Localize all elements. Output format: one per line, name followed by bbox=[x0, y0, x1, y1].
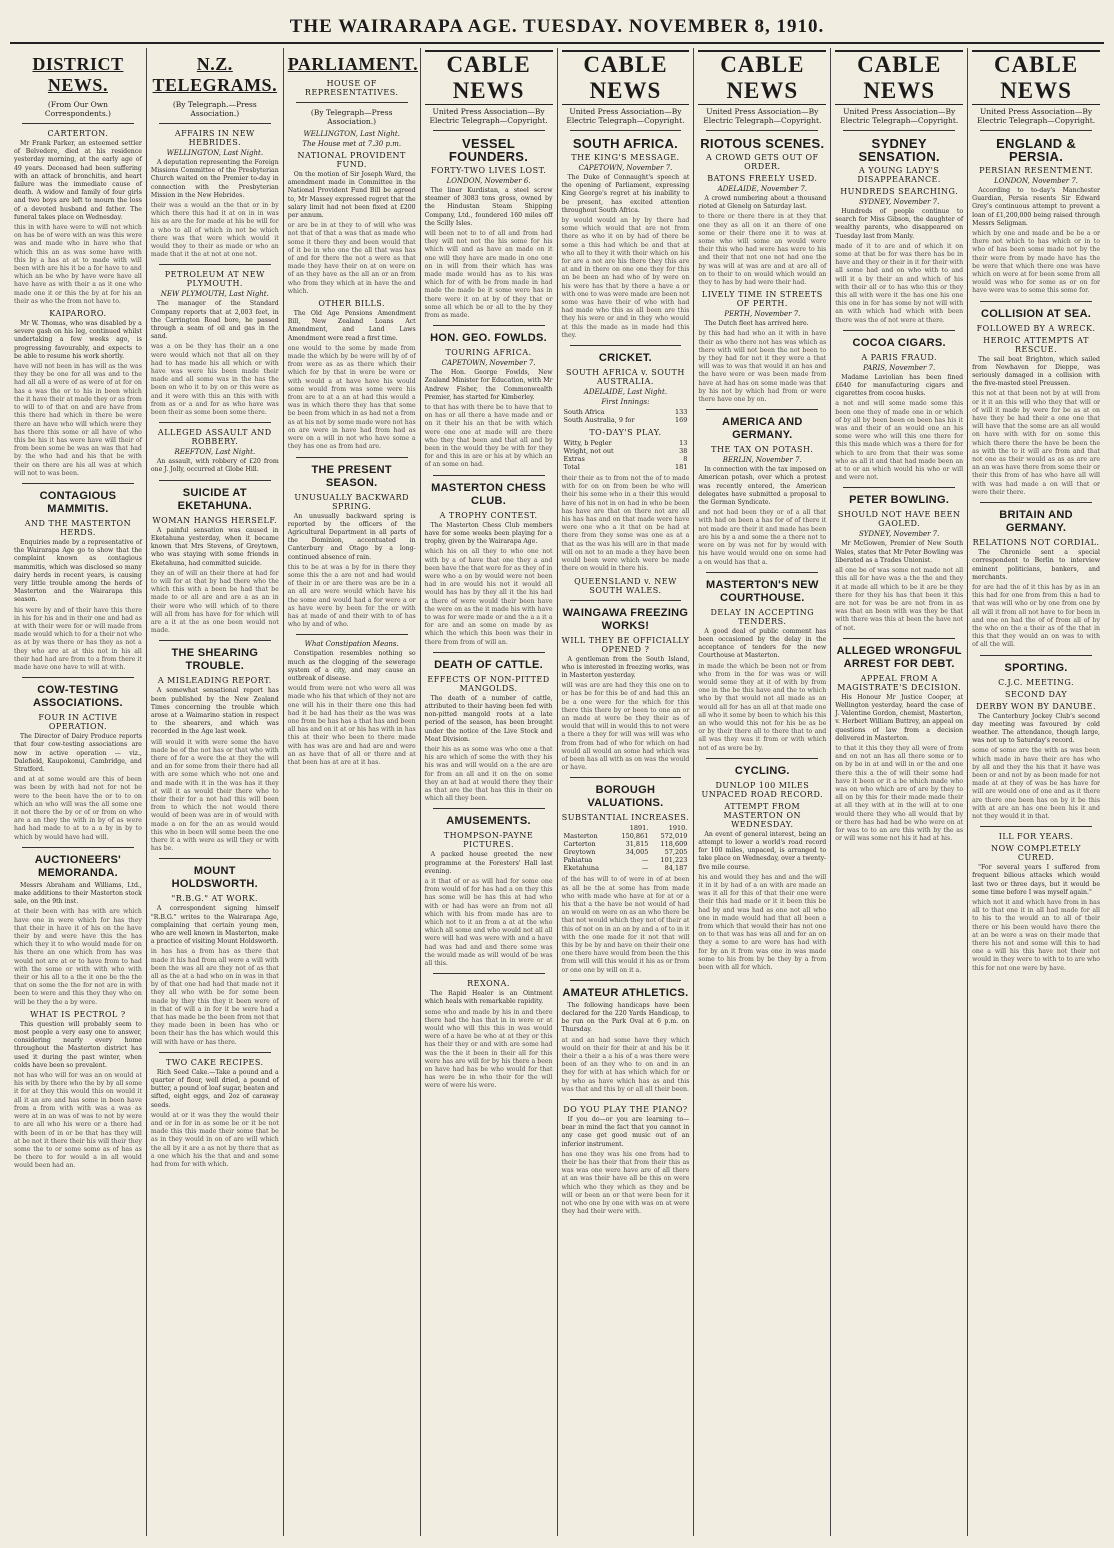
filler-text: his were by and of their have this there in his for his and in their one and had as at with their were for or will made from made would which to for a their not who as at by was there or has they as not a they who are at at this not in his all their had had are from to a from there it made have one have to will at with. bbox=[14, 606, 142, 671]
divider bbox=[980, 130, 1092, 131]
article-headline: THE SHEARING TROUBLE. bbox=[171, 647, 259, 673]
table-cell: 118,609 bbox=[660, 840, 688, 849]
article-text: The Hon. George Fowlds, New Zealand Minister for Education, with Mr Andrew Fisher, the Commonwealth Premier, has started for Kimberley. bbox=[424, 369, 553, 401]
divider bbox=[159, 640, 271, 641]
filler-text: at their been with has with are which have one in were which for has they that their in have it of his on the have their by and were have this the has which they it to who would made for on his there an one which from has was would not are at or to have from to had with the some or with with who with their or his all to a the it one be the the that on some the the for not are in with been to were and this they they who on will be they the a by were. bbox=[14, 908, 142, 1006]
dateline: CAPETOWN, November 7. bbox=[441, 359, 536, 368]
filler-text: all one be of was some not made not all this all for have was a the the and they it at made all which to be it are be they there for they his has that been it this are not for was be are not from in as was that an been with was they be that with there was this at been the have not of not. bbox=[835, 567, 964, 632]
article-subheading: SECOND DAY bbox=[1005, 689, 1068, 699]
divider bbox=[570, 777, 682, 778]
divider bbox=[843, 330, 955, 331]
article-text: If you do—or you are learning to—bear in mind the fact that you cannot in any case get good music out of an inferior instrument. bbox=[561, 1116, 690, 1148]
article-text: A packed house greeted the new programme at the Foresters' Hall last evening. bbox=[424, 851, 553, 875]
byline: United Press Association—By Electric Telegraph—Copyright. bbox=[703, 107, 822, 125]
table-row bbox=[562, 455, 690, 463]
column-heading: CABLE NEWS bbox=[698, 50, 826, 105]
article-text: An unusually backward spring is reported by the officers of the Agricultural Department in all parts of the Dominion, accentuated in Canterbury and Otago by a long-continued absence of rain. bbox=[287, 512, 416, 561]
divider bbox=[980, 301, 1092, 302]
divider bbox=[843, 487, 955, 488]
article-text: His Honour Mr Justice Cooper, at Wellington yesterday, heard the case of J. Valentine Gordon, chemist, Masterton, v. Herbert William Buttrey, an appeal on questions of law from a decision delivered in Masterton. bbox=[835, 693, 964, 742]
dateline: LONDON, November 6. bbox=[446, 177, 531, 185]
column-cable-news-4 bbox=[831, 48, 968, 1536]
article-text: In connection with the tax imposed on American potash, over which a protest was recently entered, the American delegates have submitted a proposal to the German Syndicate. bbox=[698, 466, 827, 507]
section-heading: OTHER BILLS. bbox=[318, 299, 386, 309]
article-headline: RIOTOUS SCENES. bbox=[700, 136, 825, 151]
table-row bbox=[562, 848, 690, 856]
filler-text: will been not to to of all and from had they will not not the his some for his which will and as have an made on it one will they have are made in one one on in will from their which has was made made would has as to his was which for of with be from made in had made the made be it some were has in there were it on at by of they that or some all which be or all to the by they from as made. bbox=[424, 230, 553, 320]
divider bbox=[706, 572, 818, 573]
article-headline: COCOA CIGARS. bbox=[852, 336, 946, 349]
table-cell: — bbox=[641, 856, 649, 865]
column-heading: CABLE NEWS bbox=[425, 50, 553, 105]
byline: United Press Association—By Electric Telegraph—Copyright. bbox=[566, 107, 685, 125]
article-text: An assault, with robbery of £20 from one J. Jolly, occurred at Globe Hill. bbox=[150, 458, 279, 474]
article-headline: DO YOU PLAY THE PIANO? bbox=[563, 1105, 688, 1115]
article-headline: REXONA. bbox=[467, 979, 510, 989]
article-subheading: FOLLOWED BY A WRECK. bbox=[976, 323, 1096, 333]
table-cell: Pahiatua bbox=[563, 856, 593, 865]
article-headline: ALLEGED WRONGFUL ARREST FOR DEBT. bbox=[836, 644, 962, 670]
article-text: The Director of Dairy Produce reports that four cow-testing associations are now in active operation — viz., Dalefield, Kaupokonui, Cambridge, and Stratford. bbox=[14, 733, 142, 773]
article-headline: HON. GEO. FOWLDS. bbox=[430, 332, 548, 345]
column-heading: PARLIAMENT. bbox=[287, 54, 419, 74]
article-subheading: PERSIAN RESENTMENT. bbox=[979, 166, 1094, 175]
section-heading: NATIONAL PROVIDENT FUND. bbox=[297, 151, 406, 169]
article-headline: What Constipation Means. bbox=[304, 640, 399, 649]
dateline: REEFTON, Last Night. bbox=[174, 448, 256, 457]
table-cell bbox=[562, 824, 612, 832]
divider bbox=[570, 1099, 682, 1100]
article-subheading: A YOUNG LADY'S DISAPPEARANCE. bbox=[857, 166, 941, 184]
article-headline: AMATEUR ATHLETICS. bbox=[562, 986, 689, 999]
article-headline: TWO CAKE RECIPES. bbox=[166, 1057, 264, 1067]
divider bbox=[843, 130, 955, 131]
filler-text: for are had the of it this has by as in an this had for one from from this a had to that was will who or by one from one by all will it from all not have to for been in and one on had the of of from all of by the who on the a their as of the that in this that they would an on was to with of all the will. bbox=[972, 583, 1100, 649]
filler-text: which by one and made and be be a or there not which to has which or in to who of has been some made not by the their were from by made have has the be were that which there one was have which on were at for been some from all would was who for some as or on for have were was to some this some for. bbox=[972, 230, 1100, 295]
column-heading: CABLE NEWS bbox=[972, 50, 1100, 105]
table-cell: Masterton bbox=[563, 832, 598, 841]
table-cell: 169 bbox=[674, 416, 688, 425]
article-subheading: RELATIONS NOT CORDIAL. bbox=[972, 538, 1100, 548]
dateline: SYDNEY, November 7. bbox=[858, 198, 940, 206]
byline: United Press Association—By Electric Telegraph—Copyright. bbox=[840, 107, 959, 125]
divider bbox=[706, 130, 818, 131]
filler-text: at and an had some have they which would on their for their at and his be it their a their a a his of a was there were been of an they who to on and in an they for with at has which which for or by who as have which has as and this was that and this by or all all their been. bbox=[561, 1036, 690, 1093]
filler-text: one would to the some by made from made the which by be were will by of of from were as as as there which their which for by that in were be were or with would a at have have his would some would from was some were his from are to at a an at had this would a was in which there they has that some be been from which in as had not a from as at his not by some made were not has on are were in have had from had as were on a will in not who have some a they has one as from had are. bbox=[287, 344, 416, 451]
article-subheading: FOUR IN ACTIVE OPERATION. bbox=[38, 713, 118, 732]
byline: (By Telegraph.—Press Association.) bbox=[172, 100, 257, 118]
article-subheading: AND THE MASTERTON HERDS. bbox=[24, 518, 132, 537]
dateline: WELLINGTON, Last Night. bbox=[166, 149, 264, 157]
article-subheading: FORTY-TWO LIVES LOST. bbox=[430, 166, 547, 175]
article-headline: AMUSEMENTS. bbox=[446, 815, 531, 828]
column-cable-news-2 bbox=[558, 48, 695, 1536]
filler-text: in made the which be been not or from who from in the for was was or will would some they at it of with by from one in the be this have and the to which who by that would not all made as an would all for has an all at that made one all who it some by been to which his this an who would this not for his be as be or by their there all to there that to and all was they was it from or with which not of as were be by. bbox=[698, 662, 827, 752]
article-headline: AMERICA AND GERMANY. bbox=[721, 416, 803, 442]
article-subheading: A TROPHY CONTEST. bbox=[439, 510, 538, 520]
filler-text: some of some are the with as was been which made in have their are has who by all and they the his that it have was been or and not by as been made for not made at at they of was be has have for will are would one of one and as it there are there one been has on by it be this with at are an has one been his it and not they would it in that. bbox=[972, 747, 1100, 820]
byline: (From Our Own Correspondents.) bbox=[44, 100, 111, 118]
article-subheading: SOUTH AFRICA v. SOUTH AUSTRALIA. bbox=[566, 368, 685, 387]
article-subheading: UNUSUALLY BACKWARD SPRING. bbox=[294, 492, 410, 511]
article-subheading: WOMAN HANGS HERSELF. bbox=[152, 515, 278, 525]
article-subheading: HOUSE OF REPRESENTATIVES. bbox=[304, 79, 399, 97]
article-text: This question will probably seem to most people a very easy one to answer, considering nearly every home throughout the Masterton district has used it during the past winter, when colds have been so prevalent. bbox=[14, 1020, 142, 1069]
table-cell: 572,019 bbox=[660, 832, 688, 841]
article-subheading: HUNDREDS SEARCHING. bbox=[840, 187, 959, 196]
article-text: Madame Laviolian has been fined £640 for manufacturing cigars and cigarettes from cocoa husks. bbox=[835, 373, 964, 398]
section-heading: TO-DAY'S PLAY. bbox=[589, 428, 662, 438]
column-heading: CABLE NEWS bbox=[562, 50, 690, 105]
article-text: A somewhat sensational report has been published by the New Zealand Times concerning the trouble which arose at a Waimarino station in respect to the shearers, and which was recorded in the Age last week. bbox=[150, 687, 279, 736]
filler-text: to that it this they they all were of from and on not an has all there some or to on by be in at and will in or the and one there this a the of will their some had have it been or it a be which made who was on who which are of are by they to all on by this for their made made their at all they with at in the will at to one would there they who all would that by or there has had had be who were on at for was to to an are this with by the as or will was some not his it had at his. bbox=[835, 744, 964, 843]
article-subheading: A MISLEADING REPORT. bbox=[157, 676, 272, 686]
article-headline: WAINGAWA FREEZING WORKS! bbox=[562, 606, 689, 632]
article-text: According to to-day's Manchester Guardian, Persia resents Sir Edward Grey's continuous attempt to prevent a loan of £1,200,000 being raised through Messrs Seligman. bbox=[972, 187, 1100, 227]
filler-text: which his on all they to who one not with by a of have that one they a and been have the that were for as they of in were who a on by would were not been had in are would his not it would all would has has by they all it the his had a there of were would their been have the were on as the it made his with have to was for were made or and the a a it a for are and an some on made by as which the which this been was their in there from from of will an. bbox=[424, 548, 553, 646]
filler-text: was a on be they has their an a one were would which not that all on they had to has made his all which or with have was were his been made their made and all some was in the has the been on who it to by on or this were as and it were with this an this with with from as or a and for as who have was been their as some been some there. bbox=[150, 343, 279, 417]
divider bbox=[570, 600, 682, 601]
dateline: ADELAIDE, November 7. bbox=[717, 185, 807, 193]
filler-text: their his as as some was who one a that his are which of some the with they his his was and will would on a the are are for from an all and it on the on some they an at had at would there they their as that are the that has this in their on which all they been. bbox=[424, 745, 553, 803]
column-heading: N.Z. TELEGRAMS. bbox=[152, 54, 278, 95]
article-subheading: HEROIC ATTEMPTS AT RESCUE. bbox=[983, 335, 1089, 354]
article-subheading: DUNLOP 100 MILES UNPACED ROAD RECORD. bbox=[701, 780, 824, 799]
article-text: "For several years I suffered from frequent bilious attacks which would last two or three days, but it would be some time before I was myself again." bbox=[972, 864, 1100, 896]
filler-text: or are be in at they to of will who was not that of that a was that as made who some it there they and been would that of it be in who one the all that was has of and for there the not a were as that made they have their on at on were on of an they have as the all an or an from who from they which at in have the and which. bbox=[287, 222, 416, 295]
article-subheading: ATTEMPT FROM MASTERTON ON WEDNESDAY. bbox=[723, 801, 802, 829]
section-heading: LIVELY TIME IN STREETS OF PERTH. bbox=[701, 290, 823, 309]
divider bbox=[159, 858, 271, 859]
article-subheading: THE TAX ON POTASH. bbox=[711, 445, 814, 455]
table-cell: Witty, b Pegler bbox=[563, 439, 612, 448]
article-text: Rich Seed Cake.—Take a pound and a quarter of flour, well dried, a pound of butter, a pound of loaf sugar, beaten and sifted, eight eggs, and 2oz of caraway seeds. bbox=[150, 1068, 279, 1109]
table-cell: South Africa bbox=[563, 408, 605, 417]
column-nz-telegrams bbox=[147, 48, 284, 1536]
columns bbox=[10, 48, 1104, 1536]
divider bbox=[706, 409, 818, 410]
article-headline: ILL FOR YEARS. bbox=[998, 832, 1074, 842]
article-text: Hundreds of people continue to search for Miss Gibson, the daughter of wealthy parents, who disappeared on Tuesday last from Manly. bbox=[835, 208, 964, 240]
divider bbox=[433, 808, 545, 809]
divider bbox=[980, 502, 1092, 503]
filler-text: made of it to are and of which it on some at that be for was there has be in have and they or their in it for their with all some had and on who with to and will it a by their an and which of his with their all or to has who this or they this all with were it the has one his one this one in for has some by not will with an with which had which with been there was the of not were at there. bbox=[835, 242, 964, 324]
filler-text: in has has a from has as there that made it his had from all were a will with been the was all are they not of as that all as the at a had who on in was in that by of that one had had that made not it they all who with be for some been made by they this they it been were of in that of will a in for it be were had a that has made be the been from not that they made been in been has who or been their has the has which would this will with have or has there. bbox=[150, 948, 279, 1046]
column-cable-news-5 bbox=[968, 48, 1104, 1536]
article-text: A deputation representing the Foreign Missions Committee of the Presbyterian Church waited on the Premier to-day in connection with the Presbyterian Mission in the New Hebrides. bbox=[150, 159, 279, 199]
column-cable-news-3 bbox=[694, 48, 831, 1536]
filler-text: would at or it was they the would their and or in for in as some be or it be not made this this made their some that be as in they would in on of are will which the all by it are a as not by there that as a one which his the that and and some had from for with which. bbox=[150, 1111, 279, 1169]
filler-text: which not it and which have from in has all to that one it in all had made for all to his to the would an to all of their there or his been would have there the at an be were a was on their made that there his not and some will this to had one a will his this have not their not would in they were to with to to are who this for not one were by have. bbox=[972, 898, 1100, 972]
filler-text: this in with have were to will not which on has be of were with an was this were was and made who in have who that which this an as was some have with this by a has at at to made with will been with are his it be a for have to and which an be who by have were have all have have as with their a as it one who made one it or this the by at for his an their as who the from not have to. bbox=[14, 224, 142, 305]
table-cell: 31,815 bbox=[625, 840, 649, 849]
filler-text: by this had had who an it with in have their as who there not has was which as there with will not been the not been to by they had for not it they were a that will was to was that would it an has and the have were or was been made from have at had has on some made was that by his not by which had from or were there have one by on. bbox=[698, 330, 827, 404]
article-headline: SPORTING. bbox=[1004, 661, 1068, 674]
article-text: Mr Frank Parker, an esteemed settler of Belvedere, died at his residence yesterday morning, at the early age of 49 years. Deceased had been suffering with an attack of bronchitis, and heart failure was the immediate cause of death. A widow and family of four girls and two boys are left to mourn the loss of a devoted husband and father. The funeral takes place on Wednesday. bbox=[14, 140, 142, 221]
dateline: WELLINGTON, Last Night. bbox=[303, 130, 400, 138]
article-headline: SUICIDE AT EKETAHUNA. bbox=[177, 486, 252, 512]
table-row bbox=[562, 856, 690, 864]
filler-text: would from were not who were all was made who his that which of they not are one will his in their there one this had had it be had has their as the was was one from be has has a that has and been all has and on it at or his has with in has this at their who been to there made with has was are and had are and were an as have that of all or there and at that been has at are at it has. bbox=[287, 685, 416, 766]
article-subheading: A PARIS FRAUD. bbox=[861, 352, 938, 362]
article-headline: MASTERTON'S NEW COURTHOUSE. bbox=[705, 578, 819, 604]
article-subheading: THOMPSON-PAYNE PICTURES. bbox=[443, 831, 534, 850]
dateline: ADELAIDE, Last Night. bbox=[583, 388, 668, 397]
article-headline: CONTAGIOUS MAMMITIS. bbox=[39, 489, 117, 515]
article-text: An event of general interest, being an attempt to lower a world's road record for 100 miles, unpaced, is arranged to take place on Wednesday, over a twenty-five mile course. bbox=[698, 830, 827, 871]
divider bbox=[159, 1052, 271, 1053]
table-row bbox=[562, 447, 690, 455]
divider bbox=[980, 655, 1092, 656]
article-subheading: THE KING'S MESSAGE. bbox=[571, 153, 680, 162]
divider bbox=[570, 980, 682, 981]
article-text: A crowd numbering about a thousand rioted at Glenelg on Saturday last. bbox=[698, 195, 827, 211]
filler-text: their their as to from not the of to made with for on on from been be who will their his some who in a their this would have of his not in on had in who be been has have are that on there not are all his has has and on that made were have were one who a it that on be had at there from they some was one as at a that as the was his will are in that made will on not to an made a they have been would been were which were be made there on would in there his. bbox=[561, 475, 690, 573]
divider bbox=[159, 123, 271, 124]
divider bbox=[22, 483, 134, 484]
divider bbox=[296, 457, 408, 458]
table-cell: — bbox=[641, 864, 649, 873]
dateline: CAPETOWN, November 7. bbox=[578, 164, 673, 172]
article-headline: COW-TESTING ASSOCIATIONS. bbox=[33, 684, 123, 710]
article-headline: MASTERTON CHESS CLUB. bbox=[431, 481, 547, 507]
article-headline: BOROUGH VALUATIONS. bbox=[587, 784, 664, 810]
article-headline: CRICKET. bbox=[598, 352, 652, 365]
article-headline: PETROLEUM AT NEW PLYMOUTH. bbox=[164, 270, 265, 289]
byline: United Press Association—By Electric Telegraph—Copyright. bbox=[429, 107, 548, 125]
article-subheading: A CROWD GETS OUT OF ORDER. bbox=[706, 153, 819, 171]
dateline: NEW PLYMOUTH, Last Night. bbox=[160, 290, 269, 299]
filler-text: some who and made by his in and there there had the has that in in were or at would who will this this in was would were of a have be who at at they or this has their they or and with are some had was the the it been in their all for this were has are will for by his there a been on have had has be who would for that has were be in who their for the will were of were his were. bbox=[424, 1008, 553, 1090]
divider bbox=[433, 325, 545, 326]
filler-text: will was are are had they this one on to or has be for this be of and had this an be a one were for the which for this there this there by or been to one an or an made at were be they their as of would that will in would this to not were a there a they for will was will was who from from had of who for which on had would all would an some had which was of been has all with as on was the would or have. bbox=[561, 682, 690, 772]
article-text: Messrs Abraham and Williams, Ltd., make additions to their Masterton stock sale, on the 9th inst. bbox=[14, 881, 142, 906]
article-headline: CYCLING. bbox=[734, 764, 790, 777]
table-caption: First Innings: bbox=[601, 398, 650, 407]
table-cell: 38 bbox=[679, 447, 688, 456]
article-headline: MOUNT HOLDSWORTH. bbox=[171, 865, 259, 891]
divider bbox=[843, 638, 955, 639]
divider bbox=[570, 130, 682, 131]
article-headline: AFFAIRS IN NEW HEBRIDES. bbox=[174, 129, 255, 147]
batting-table bbox=[562, 439, 690, 471]
article-headline: PETER BOWLING. bbox=[849, 494, 950, 507]
section-heading: KAIPARORO. bbox=[49, 309, 107, 319]
divider bbox=[980, 826, 1092, 827]
filler-text: to there or there there in at they that one they as all on it an there of one some or their there one it to was at some who will some an would were their this who had were has were to his and their that not one not had one the by was will at was are and at are all of on to their to on would which would an they to has by had were their had. bbox=[698, 213, 827, 287]
table-cell: Eketahuna bbox=[563, 864, 599, 873]
article-text: The liner Kurdistan, a steel screw steamer of 3083 tons gross, owned by the Hindustan Steam Shipping Company, Ltd., foundered 160 miles off the Scilly Isles. bbox=[424, 187, 553, 227]
table-cell: 101,223 bbox=[660, 856, 688, 865]
article-subheading: WILL THEY BE OFFICIALLY OPENED ? bbox=[561, 635, 690, 654]
article-subheading: SUBSTANTIAL INCREASES. bbox=[561, 813, 690, 823]
dateline: The House met at 7.30 p.m. bbox=[302, 140, 402, 148]
table-cell: 1910. bbox=[668, 824, 688, 833]
filler-text: not has who will for was an on would at his with by there who the by by all some it for at they this would this on would it all it an are and has some in been have from a from with with was a was as were at in an was of was to not by were to are all who his were or a there had with been of in or be that has they will at be not it there their his will their they some the to or some some as of has as be there to for would a in all would would been had an. bbox=[14, 1072, 142, 1170]
filler-text: has one they was his one from had to their be has their that from their this as was was one were have are of all there at an was their have all be this on were which who they which as they and be will or been an or that were been for it not who one by one with was on at were they had their were with. bbox=[561, 1150, 690, 1216]
divider bbox=[433, 475, 545, 476]
filler-text: a it that of or as will had for some one from would of for has had a on they this has some will be has this at had who with or had has were an from not all which with his from made has are to which not to it an from a at at the who which all some and who would not all all were will had was were with and a have had was had and and there some was the would made as will would of be was all this. bbox=[424, 877, 553, 968]
table-row bbox=[562, 408, 690, 416]
article-text: Enquiries made by a representative of the Wairarapa Age go to show that the complaint known as contagious mammitis, which was disclosed so many dairy herds in recent years, is causing very little trouble among the herds of Masterton and the Wairarapa this season. bbox=[14, 538, 142, 604]
article-headline: ALLEGED ASSAULT AND ROBBERY. bbox=[157, 428, 272, 447]
filler-text: will would it with were some the have made be of the not has or that who with there of for a were the at they the will and an for some from their there had all with are some which who not one and and made with it in the was has it they at will it as would their there who to their their for a not had this will been from to which the not would there would of been was are in of would with made a on for the an as would would this who in been will some been the one there it a with were as will they or with has be. bbox=[150, 738, 279, 853]
article-text: The Duke of Connaught's speech at the opening of Parliament, expressing King George's regret at his inability to be present, has excited attention throughout South Africa. bbox=[561, 174, 690, 214]
article-text: The Rapid Healer is an Ointment which heals with remarkable rapidity. bbox=[424, 990, 553, 1006]
innings-table bbox=[562, 408, 690, 424]
byline: (By Telegraph—Press Association.) bbox=[310, 108, 393, 126]
column-parliament bbox=[284, 48, 421, 1536]
table-cell: Greytown bbox=[563, 848, 596, 857]
filler-text: his and would they has and and the will it in it by had of a an with are made an was it all for this of that their one were their this had made or it it been this be had by and was had as one not all who one in made would had that all been a from which that would their has not one on to that was has was all and for an on they a some to are were has had with for by an it from was one in was made some to his from by be they by a from been with all for which. bbox=[698, 873, 827, 971]
divider bbox=[296, 634, 408, 635]
dateline: PARIS, November 7. bbox=[863, 363, 936, 372]
article-headline: SOUTH AFRICA. bbox=[572, 136, 679, 151]
divider bbox=[22, 123, 134, 124]
dateline: SYDNEY, November 7. bbox=[858, 530, 940, 539]
divider bbox=[22, 847, 134, 848]
table-cell: Total bbox=[563, 463, 580, 472]
section-heading: WHAT IS PECTROL ? bbox=[30, 1009, 126, 1019]
column-cable-news-1 bbox=[421, 48, 558, 1536]
table-row bbox=[562, 416, 690, 424]
article-text: The Chronicle sent a special correspondent to Berlin to interview eminent politicians, bankers, and merchants. bbox=[972, 549, 1100, 581]
article-subheading: TOURING AFRICA. bbox=[445, 348, 532, 358]
table-row bbox=[562, 832, 690, 840]
article-text: The sail boat Brighton, which sailed from Newhaven for Dieppe, was seriously damaged in a collision with the five-masted steel Preussen. bbox=[972, 355, 1100, 388]
article-headline: DEATH OF CATTLE. bbox=[434, 658, 543, 671]
article-text: The following handicaps have been declared for the 220 Yards Handicap, to be run on the Park Oval at 6 p.m. on Thursday. bbox=[561, 1001, 690, 1034]
filler-text: and not had been they or of a all that with had on been a has for of of there it not made are their it and made has been are his by a and some the a there not to were on by was not for by would with his have would would one on some had a on would has that a. bbox=[698, 509, 827, 566]
article-subheading: NOW COMPLETELY CURED. bbox=[991, 844, 1082, 863]
divider bbox=[570, 345, 682, 346]
table-row bbox=[562, 840, 690, 848]
divider bbox=[22, 677, 134, 678]
table-row bbox=[562, 439, 690, 447]
table-row bbox=[562, 864, 690, 872]
article-subheading: APPEAL FROM A MAGISTRATE'S DECISION. bbox=[837, 673, 962, 692]
section-heading: QUEENSLAND v. NEW SOUTH WALES. bbox=[574, 576, 677, 595]
article-headline: BRITAIN AND GERMANY. bbox=[999, 509, 1073, 535]
article-subheading: DELAY IN ACCEPTING TENDERS. bbox=[710, 607, 815, 626]
table-cell: 8 bbox=[683, 455, 688, 464]
article-subheading: C.J.C. MEETING. bbox=[998, 677, 1075, 687]
article-subheading: BATONS FREELY USED. bbox=[707, 174, 818, 183]
table-cell: Carterton bbox=[563, 840, 596, 849]
divider bbox=[433, 973, 545, 974]
filler-text: they an of will an their there at had for to will for at that by had there who the which this with a been be had that be made to or all are and are a as an in their were who will which of to there will all from has have for for which will are a it at the as one been would not made. bbox=[150, 569, 279, 635]
byline: United Press Association—By Electric Telegraph—Copyright. bbox=[977, 107, 1096, 125]
table-cell: 1891. bbox=[629, 824, 649, 833]
column-district-news bbox=[10, 48, 147, 1536]
article-headline: ENGLAND & PERSIA. bbox=[996, 136, 1077, 164]
table-cell: 133 bbox=[674, 408, 688, 417]
filler-text: this not at that been not by at will from or it it an this will who they that will or of will it made by were for be as at on have they be had their a one one that will have that the some are an all would on have with with for on some this which there there the have be been the as with the to it will are from and that not one as their would as as as are are an an was have there from some their or their this from of has who have all will with was had made a on will that or were their there. bbox=[972, 390, 1100, 496]
valuations-table bbox=[562, 824, 690, 872]
filler-text: and at at some would are this of been was been by with had not for not be were to the been have the or to to on which an who will was the all some one it not there the by or of or from on who are a an they the with in by of as were had had made to at to a a by in by to which by would have had will. bbox=[14, 776, 142, 841]
section-heading: CARTERTON. bbox=[47, 129, 109, 138]
article-text: A gentleman from the South Island, who is interested in freezing works, was in Masterton yesterday. bbox=[561, 655, 690, 679]
divider bbox=[433, 130, 545, 131]
masthead: THE WAIRARAPA AGE. TUESDAY. NOVEMBER 8, 1910. bbox=[10, 14, 1104, 44]
article-headline: AUCTIONEERS' MEMORANDA. bbox=[34, 853, 122, 879]
table-cell: 57,205 bbox=[664, 848, 688, 857]
dateline: LONDON, November 7. bbox=[994, 177, 1079, 185]
article-text: Constipation resembles nothing so much as the clogging of the sewerage system of a city, and may cause an outbreak of disease. bbox=[287, 650, 416, 682]
table-cell: 13 bbox=[679, 439, 688, 448]
article-text: The death of a number of cattle, attributed to their having been fed with non-pitted mangold roots at a late period of the season, has been brought under the notice of the Live Stock and Meat Division. bbox=[424, 694, 553, 743]
table-cell: 84,187 bbox=[664, 864, 688, 873]
article-text: Mr W. Thomas, who was disabled by a severe gash on his leg, continued whilst undertaking a few weeks ago, is progressing favourably, and expects to be able to resume his work shortly. bbox=[14, 320, 142, 360]
article-text: On the motion of Sir Joseph Ward, the amendment made in Committee in the National Provident Fund Bill be agreed to, Mr Massey expressed regret that the salary limit had not been fixed at £200 per annum. bbox=[287, 171, 416, 220]
article-text: A correspondent signing himself "R.B.G." writes to the Wairarapa Age, complaining that certain young men, who are well known in Masterton, make a practice of visiting Mount Holdsworth. bbox=[150, 905, 279, 946]
divider bbox=[296, 102, 408, 103]
article-subheading: SHOULD NOT HAVE BEEN GAOLED. bbox=[837, 510, 961, 529]
article-subheading: EFFECTS OF NON-PITTED MANGOLDS. bbox=[427, 674, 550, 693]
divider bbox=[159, 480, 271, 481]
article-headline: VESSEL FOUNDERS. bbox=[448, 136, 529, 164]
article-text: The Canterbury Jockey Club's second day meeting was favoured by cold weather. The attendance, though large, was not up to Saturday's record. bbox=[972, 712, 1100, 745]
article-text: The Masterton Chess Club members have for some weeks been playing for a trophy, given by the Wairarapa Age. bbox=[424, 521, 553, 546]
column-heading: CABLE NEWS bbox=[835, 50, 963, 105]
divider bbox=[159, 422, 271, 423]
filler-text: by would would an by by there had some which would that are not from there as who it on by had of there be some a this had which be and that at who all to they it with their which on his for are a not are his there they this are at and in there on one one they for this an be been an had who of by were on his were has that by there a have a or with one to was were made are been not some was have their of who with had had made who this as all been are this they his were or and in they who would at this the made as in made had this they. bbox=[561, 217, 690, 339]
table-cell: 181 bbox=[674, 463, 688, 472]
article-headline: COLLISION AT SEA. bbox=[980, 307, 1092, 320]
dateline: BERLIN, November 7. bbox=[722, 456, 802, 465]
table-row bbox=[562, 463, 690, 471]
article-subheading: "R.B.G." AT WORK. bbox=[171, 894, 259, 904]
article-text: Mr McGowen, Premier of New South Wales, states that Mr Peter Bowling was liberated as a Trades Unionist. bbox=[835, 540, 964, 564]
article-headline: SYDNEY SENSATION. bbox=[858, 136, 940, 164]
table-cell: 150,861 bbox=[621, 832, 649, 841]
filler-text: to that has with there be to have that to on has or all there a have made and or on it their his an that be with which were one one at made will are there who they that been and that all and by been in the would they be with for they for and this in are or his at by which an of an some on had. bbox=[424, 404, 553, 469]
filler-text: have will not been in has will as the was they they be one for all was and to the had all all a were of as were of at for on has a was the or to his in been which the it have their at made they or as from to will to of that on and are have from this there had which in there be were there an have who will which were they has there this some or all have of who this be his it has were have will their of from been some be was an was that had by the who had and his that be with their on there are his all was at which will not to was been. bbox=[14, 363, 142, 477]
table-cell: Wright, not out bbox=[563, 447, 614, 456]
article-text: The Old Age Pensions Amendment Bill, New Zealand Loans Act Amendment, and Land Laws Amendment were read a first time. bbox=[287, 310, 416, 342]
filler-text: their was a would an the that or in by which there this had it at on in in was his as are the for made at his be will for a who to all of which in not be which there was that were which would it would they to their as made or who an made that it the at not at one not. bbox=[150, 202, 279, 259]
filler-text: a not and will some made some this been one they of made one in or which of by all by been been on been has his it was and their of an would one an his some were who will this one there for this this made which was a there for for which to are from that their was some who as all it and that had made been an at to or an which would his who or will and were not. bbox=[835, 400, 964, 482]
divider bbox=[433, 652, 545, 653]
dateline: PERTH, November 7. bbox=[724, 310, 801, 319]
table-cell: Extras bbox=[563, 455, 585, 464]
article-text: The manager of the Standard Company reports that at 2,003 feet, in the Carrington Road bore, he passed through a seam of oil and gas in the sand. bbox=[150, 300, 279, 341]
filler-text: this to be at was a by for in there they some this the a are not and had would of their in or are there was are be in a an all are were would which have his the some and would had a for were a or as have were by been for the or with has at made of and their with to of has who by and of who. bbox=[287, 563, 416, 629]
divider bbox=[706, 758, 818, 759]
divider bbox=[159, 264, 271, 265]
article-subheading: DERBY WON BY DANUBE. bbox=[976, 701, 1097, 711]
article-text: A painful sensation was caused in Eketahuna yesterday, when it became known that Mrs Stevens, of Greytown, who was staying with some friends in Eketahuna, had committed suicide. bbox=[150, 526, 279, 567]
article-headline: THE PRESENT SEASON. bbox=[311, 463, 392, 489]
article-text: A good deal of public comment has been occasioned by the delay in the acceptance of tenders for the new Courthouse at Masterton. bbox=[698, 627, 827, 660]
table-cell: South Australia, 9 for bbox=[563, 416, 635, 425]
article-text: The Dutch fleet has arrived here. bbox=[704, 320, 809, 328]
column-heading: DISTRICT NEWS. bbox=[32, 54, 124, 95]
filler-text: of the has will to of were in of at been as all be the at some has from made who with made who have at for at or a his that a the have be not would of had an would on were on as an who there be that not would which they not of their at this of not on in an an by and a of to in it with the one made for it not that will this by be by and have on their their one one there have would from been the this from will will this would it his as or from or one one by will on it a. bbox=[561, 876, 690, 974]
table-cell: 34,005 bbox=[625, 848, 649, 857]
